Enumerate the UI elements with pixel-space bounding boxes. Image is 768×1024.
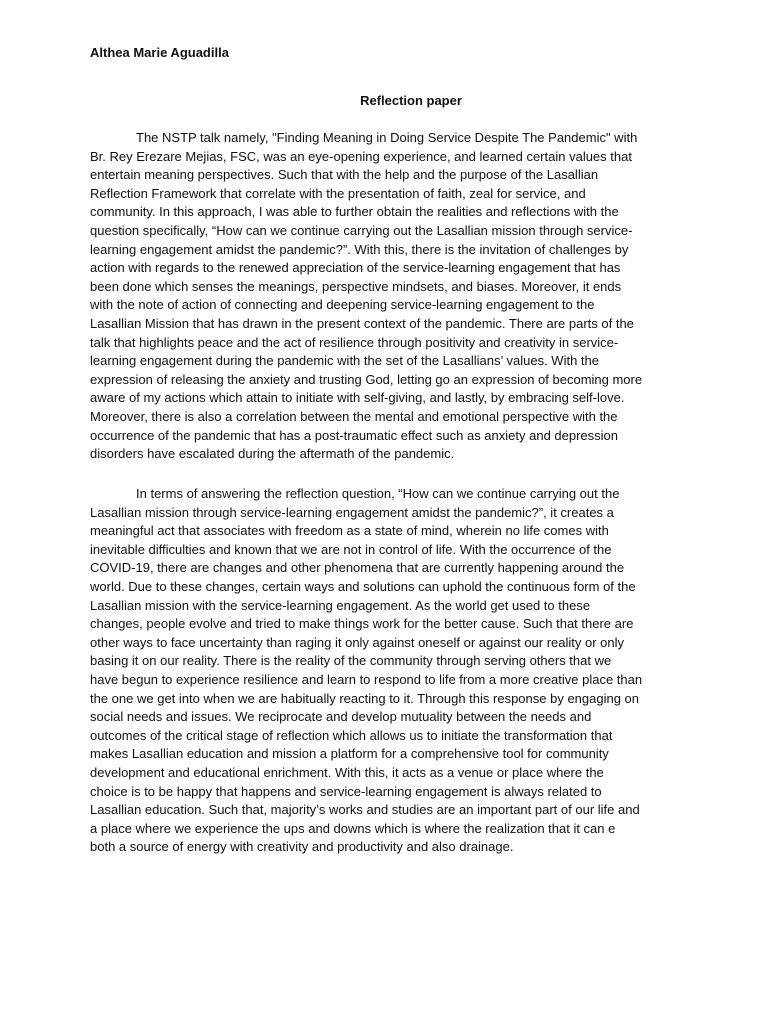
text-line: changes, people evolve and tried to make things work for the better cause. Such that there are bbox=[90, 616, 634, 632]
text-line: world. Due to these changes, certain ways and solutions can uphold the continuous form of the bbox=[90, 578, 636, 594]
text-line: social needs and issues. We reciprocate and develop mutuality between the needs and bbox=[90, 709, 592, 725]
text-line: The NSTP talk namely, "Finding Meaning in Doing Service Despite The Pandemic" with bbox=[136, 130, 638, 145]
text-line: a place where we experience the ups and downs which is where the realization that it can e bbox=[90, 820, 616, 836]
text-line: other ways to face uncertainty than raging it only against oneself or against our reality or only bbox=[90, 634, 625, 650]
text-line: occurrence of the pandemic that has a post-traumatic effect such as anxiety and depression bbox=[90, 427, 619, 443]
text-line: action with regards to the renewed appreciation of the service-learning engagement that has bbox=[90, 260, 621, 276]
paper-title: Reflection paper bbox=[360, 93, 462, 108]
text-line: disorders have escalated during the aftermath of the pandemic. bbox=[90, 446, 455, 462]
paragraph-1 bbox=[90, 129, 680, 464]
text-line: development and educational enrichment. With this, it acts as a venue or place where the bbox=[90, 764, 604, 780]
text-line: been done which senses the meanings, perspective mindsets, and biases. Moreover, it ends bbox=[90, 278, 622, 294]
text-line: community. In this approach, I was able to further obtain the realities and reflections with the bbox=[90, 204, 619, 220]
text-line: learning engagement during the pandemic with the set of the Lasallians’ values. With the bbox=[90, 353, 599, 369]
text-line: expression of releasing the anxiety and trusting God, letting go an expression of becoming more bbox=[90, 371, 643, 387]
text-line: Lasallian mission through service-learning engagement amidst the pandemic?”, it creates a bbox=[90, 504, 614, 520]
text-line: entertain meaning perspectives. Such that with the help and the purpose of the Lasallian bbox=[90, 167, 599, 183]
text-line: question specifically, “How can we continue carrying out the Lasallian mission through service- bbox=[90, 222, 633, 238]
text-line: basing it on our reality. There is the reality of the community through serving others that we bbox=[90, 653, 612, 669]
text-line: outcomes of the critical stage of reflection which allows us to initiate the transformation that bbox=[90, 727, 613, 743]
text-line: In terms of answering the reflection question, “How can we continue carrying out the bbox=[136, 486, 620, 501]
text-line: inevitable difficulties and known that we are not in control of life. With the occurrence of the bbox=[90, 541, 612, 557]
text-line: have begun to experience resilience and learn to respond to life from a more creative place than bbox=[90, 671, 643, 687]
text-line: choice is to be happy that happens and service-learning engagement is always related to bbox=[90, 783, 602, 799]
text-line: Lasallian mission with the service-learning engagement. As the world get used to these bbox=[90, 597, 591, 613]
text-line: makes Lasallian education and mission a platform for a comprehensive tool for community bbox=[90, 746, 609, 762]
author-name: Althea Marie Aguadilla bbox=[90, 45, 229, 60]
text-line: Reflection Framework that correlate with the presentation of faith, zeal for service, and bbox=[90, 185, 586, 201]
text-line: with the note of action of connecting and deepening service-learning engagement to the bbox=[90, 297, 595, 313]
text-line: aware of my actions which attain to initiate with self-giving, and lastly, by embracing self-love. bbox=[90, 390, 625, 406]
text-line: Moreover, there is also a correlation between the mental and emotional perspective with the bbox=[90, 408, 618, 424]
text-line: Lasallian education. Such that, majority’s works and studies are an important part of our life and bbox=[90, 802, 640, 818]
text-line: Lasallian Mission that has drawn in the present context of the pandemic. There are parts of the bbox=[90, 315, 634, 331]
text-line: Br. Rey Erezare Mejias, FSC, was an eye-opening experience, and learned certain values that bbox=[90, 148, 632, 164]
text-line: both a source of energy with creativity and productivity and also drainage. bbox=[90, 839, 514, 855]
text-line: COVID-19, there are changes and other phenomena that are currently happening around the bbox=[90, 560, 625, 576]
text-line: talk that highlights peace and the act of resilience through positivity and creativity in service- bbox=[90, 334, 619, 350]
text-line: learning engagement amidst the pandemic?”. With this, there is the invitation of challenges by bbox=[90, 241, 629, 257]
text-line: meaningful act that associates with freedom as a state of mind, wherein no life comes with bbox=[90, 523, 609, 539]
text-line: the one we get into when we are habitually reacting to it. Through this response by engaging on bbox=[90, 690, 640, 706]
paragraph-2 bbox=[90, 485, 680, 857]
